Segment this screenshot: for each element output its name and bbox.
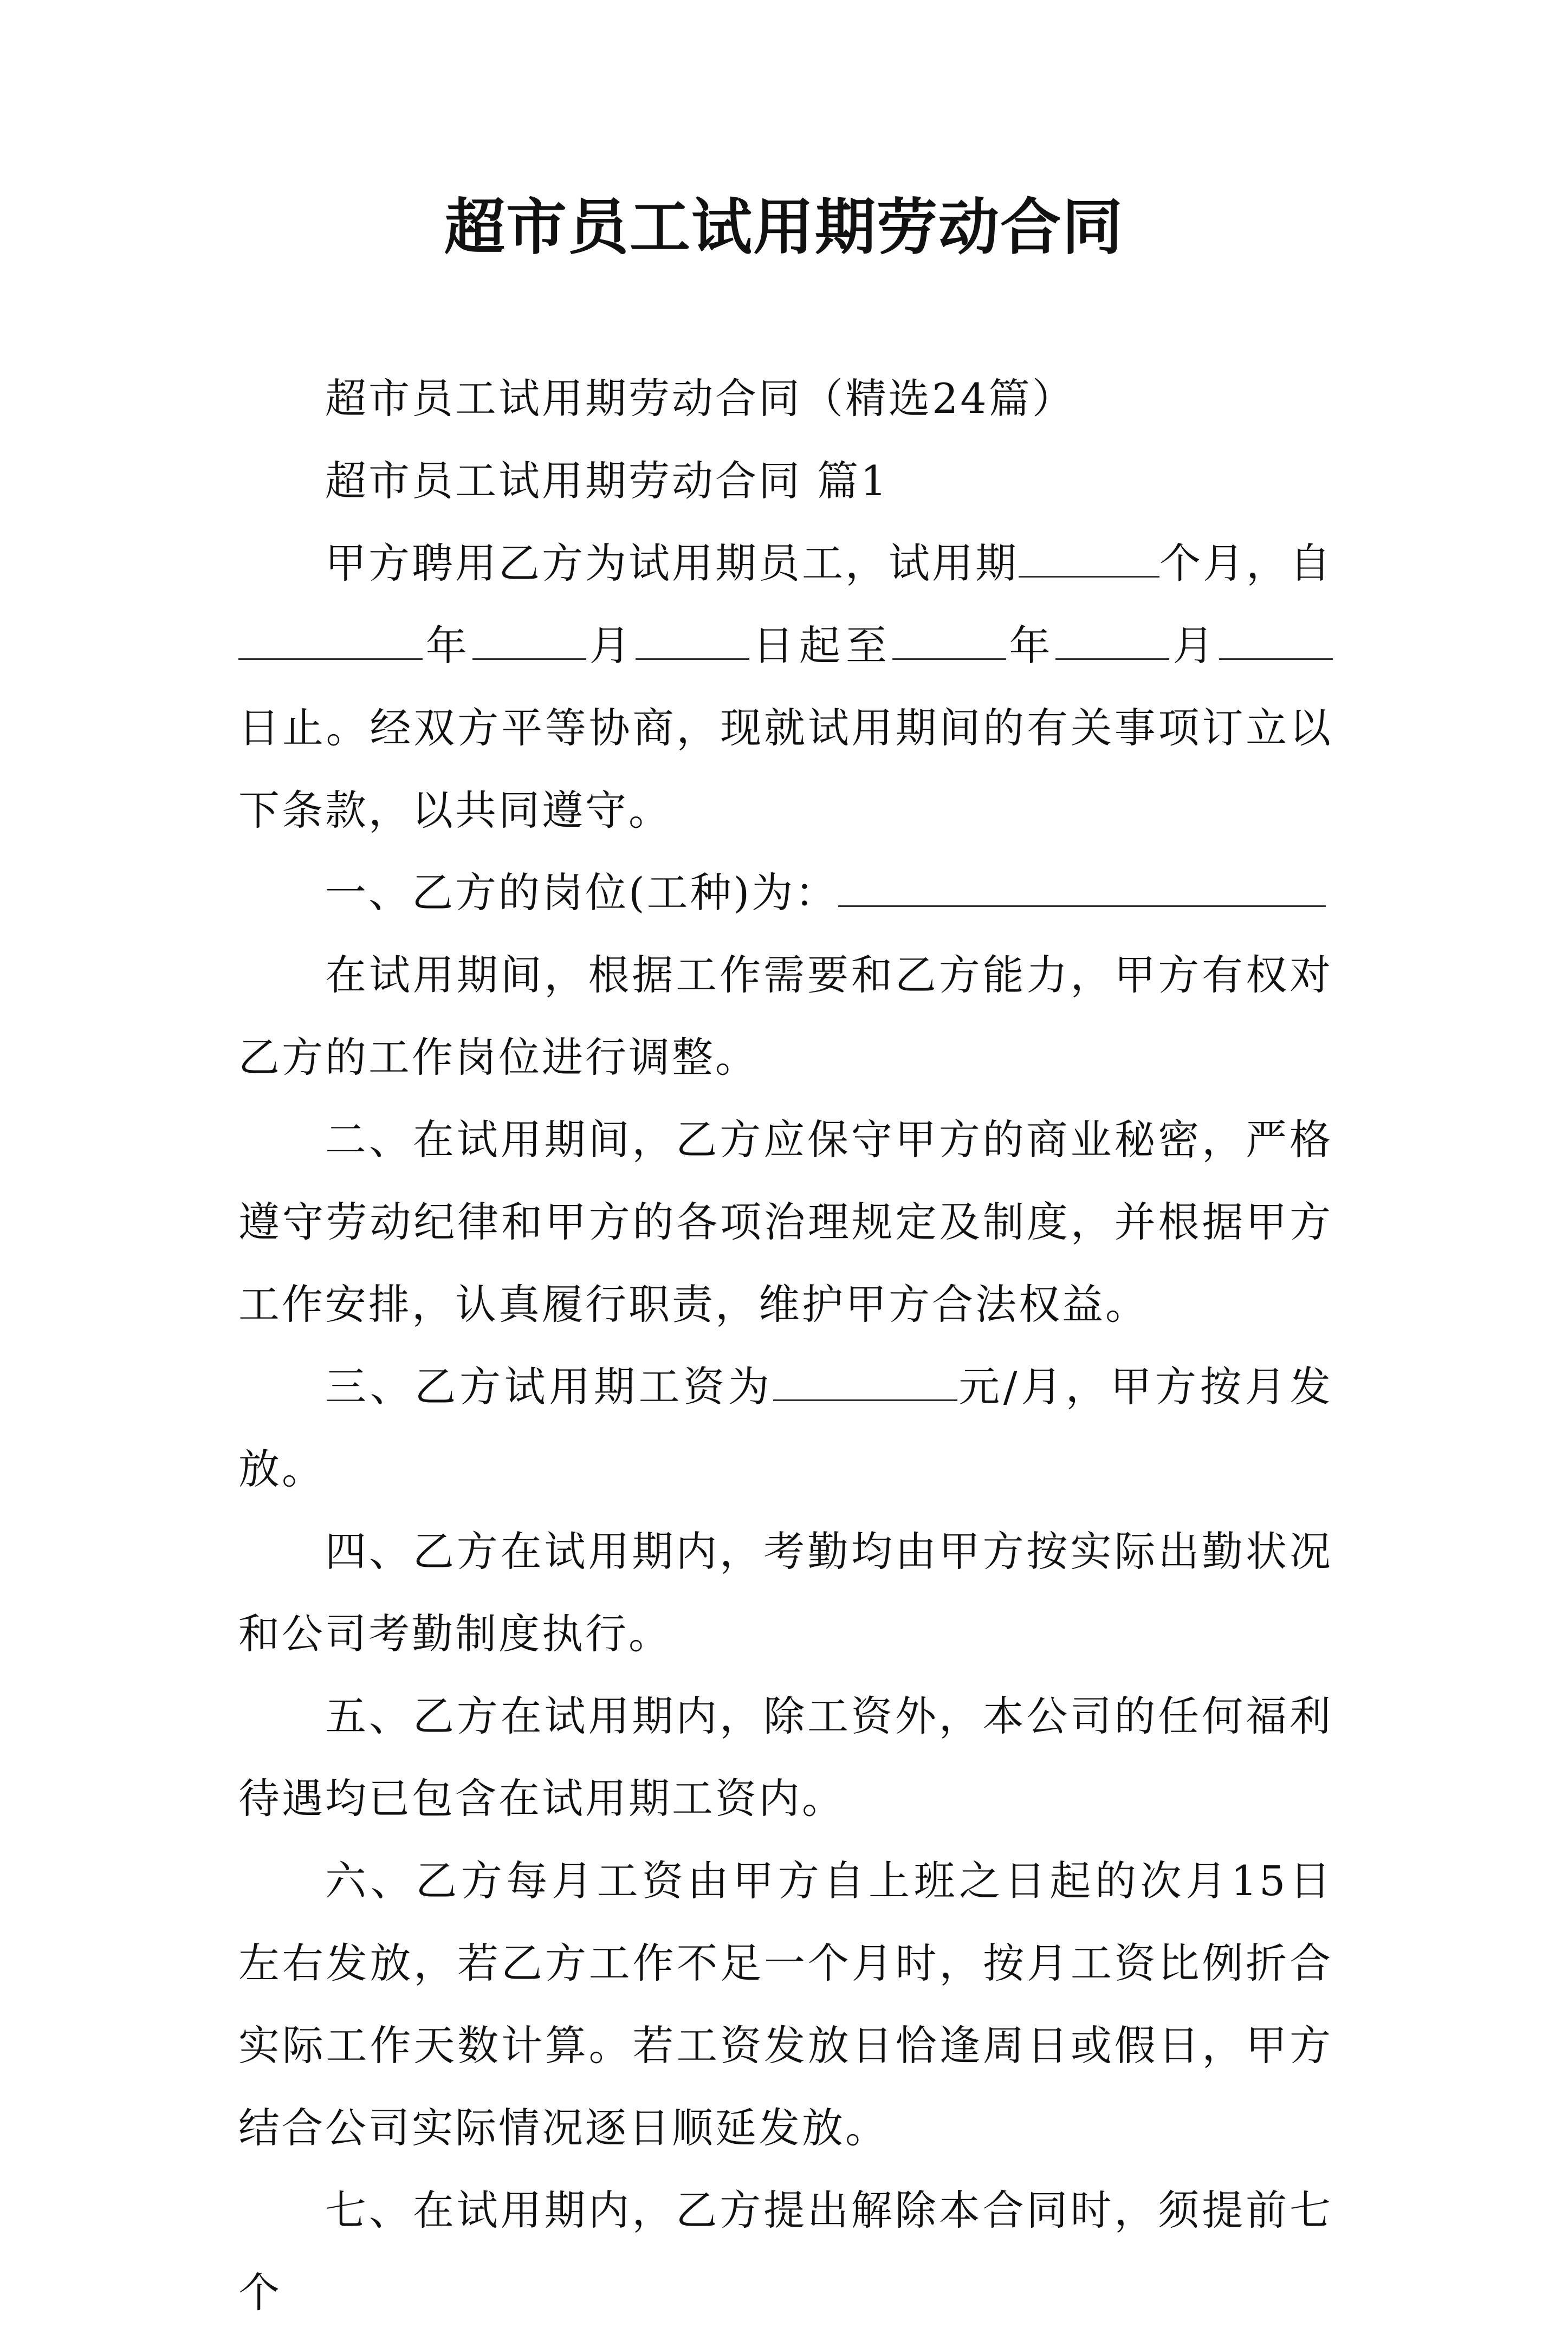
intro-text-e: 日起至 (749, 621, 892, 670)
intro-text-g: 月 (1169, 621, 1220, 670)
clause-3-text-b: 元/月，甲方按月发放。 (238, 1363, 1333, 1493)
intro-text-a: 甲方聘用乙方为试用期员工，试用期 (325, 539, 1019, 587)
clause-1 (238, 852, 1333, 934)
intro-text-h: 日止。经双方平等协商，现就试用期间的有关事项订立以下条款，以共同遵守。 (238, 704, 1333, 834)
clause-3-text-a: 三、乙方试用期工资为 (325, 1363, 773, 1411)
document-title: 超市员工试用期劳动合同 (444, 192, 1124, 263)
clause-1-detail: 在试用期间，根据工作需要和乙方能力，甲方有权对乙方的工作岗位进行调整。 (238, 951, 1333, 1081)
blank-start-month (472, 620, 586, 660)
clause-7: 七、在试用期内，乙方提出解除本合同时，须提前七个 (238, 2186, 1333, 2317)
intro-paragraph (238, 522, 1333, 852)
clause-2: 二、在试用期间，乙方应保守甲方的商业秘密，严格遵守劳动纪律和甲方的各项治理规定及制度，并根据甲方工作安排，认真履行职责，维护甲方合法权益。 (238, 1116, 1333, 1328)
clause-1-label: 一、乙方的岗位(工种)为： (325, 868, 839, 917)
section-heading: 超市员工试用期劳动合同 篇1 (325, 457, 889, 505)
blank-end-year (892, 620, 1006, 660)
intro-text-b: 个月，自 (1159, 539, 1333, 587)
blank-start-year (238, 620, 423, 660)
intro-text-d: 月 (586, 621, 636, 670)
blank-start-day (636, 620, 749, 660)
clause-4: 四、乙方在试用期内，考勤均由甲方按实际出勤状况和公司考勤制度执行。 (238, 1527, 1333, 1658)
blank-probation-months (1019, 538, 1159, 578)
blank-salary (773, 1362, 957, 1401)
document-body (238, 358, 1333, 2334)
clause-3 (238, 1346, 1333, 1510)
blank-position (838, 867, 1326, 907)
intro-text-c: 年 (423, 621, 472, 670)
blank-end-month (1055, 620, 1169, 660)
subtitle: 超市员工试用期劳动合同（精选24篇） (325, 374, 1075, 423)
clause-6: 六、乙方每月工资由甲方自上班之日起的次月15日左右发放，若乙方工作不足一个月时，按月工资比例折合实际工作天数计算。若工资发放日恰逢周日或假日，甲方结合公司实际情况逐日顺延发放。 (238, 1857, 1333, 2152)
clause-5: 五、乙方在试用期内，除工资外，本公司的任何福利待遇均已包含在试用期工资内。 (238, 1692, 1333, 1823)
blank-end-day (1219, 620, 1333, 660)
intro-text-f: 年 (1006, 621, 1056, 670)
